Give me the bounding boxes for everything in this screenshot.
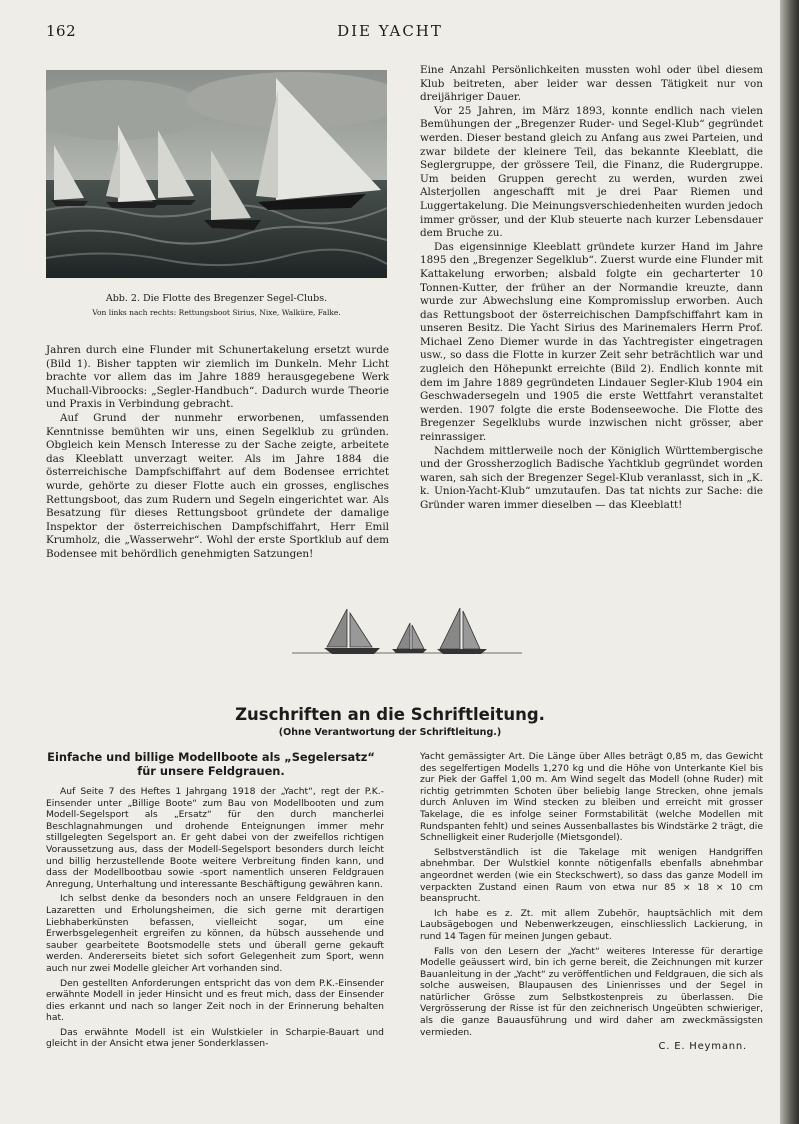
figure-subcaption: Von links nach rechts: Rettungsboot Sirius, Nixe, Walküre, Falke. <box>92 308 341 317</box>
figure-caption: Abb. 2. Die Flotte des Bregenzer Segel-Clubs. <box>105 293 328 304</box>
article-title <box>46 750 376 778</box>
article-title-line: für unsere Feldgrauen. <box>137 764 285 778</box>
paragraph: Ich selbst denke da besonders noch an unsere Feldgrauen in den Lazaretten und Erholungsheimen, die sich gerne mit derartigen Liebhaberkünsten befassen, vielleicht sogar, um eine Erwerbsgelegenheit ergreifen zu können, da hübsch aussehende und sauber gearbeitete Bootsmodelle stets und überall gerne gekauft werden. Andererseits bietet sich sofort Gelegenheit zum Sport, wenn auch nur zwei Modelle gleicher Art vorhanden sind. <box>46 893 384 974</box>
article-title-line: Einfache und billige Modellboote als „Segelersatz“ <box>47 750 375 764</box>
paragraph: Ich habe es z. Zt. mit allem Zubehör, hauptsächlich mit dem Laubsägebogen und Nebenwerkzeugen, einschliesslich Lackierung, in rund 14 Tagen für meinen Jungen gebaut. <box>420 907 763 942</box>
sailboats-vignette <box>292 603 522 658</box>
page-number: 162 <box>46 22 77 40</box>
sailboats-drawing <box>292 603 522 658</box>
article-right-column <box>420 751 763 1053</box>
paragraph: Selbstverständlich ist die Takelage mit wenigen Handgriffen abnehmbar. Der Wulstkiel konnte nötigenfalls ebenfalls abnehmbar angeordnet werden (wie ein Steckschwert), so dass das ganze Modell im verpackten Zustand einen Raum von etwa nur 85 × 18 × 10 cm beansprucht. <box>420 846 763 905</box>
paragraph: Das eigensinnige Kleeblatt gründete kurzer Hand im Jahre 1895 den „Bregenzer Segelklub“. Zuerst wurde eine Flunder mit Kattakelung erworben; alsbald folgte ein gecharterter 10 Tonnen-Kutter, der früher an der Normandie kreuzte, dann wurde zur Abwechslung eine Kompromisslup erworben. Auch das Rettungsboot der österreichischen Dampfschiffahrt kam in unseren Besitz. Die Yacht Sirius des Marinemalers Herrn Prof. Michael Zeno Diemer wurde in das Yachtregister eingetragen usw., so dass die Flotte in kurzer Zeit sehr beträchtlich war und zugleich den Höhepunkt erreichte (Bild 2). Endlich konnte mit dem im Jahre 1889 gegründeten Lindauer Segler-Klub 1904 ein Geschwadersegeln und 1905 die erste Wettfahrt veranstaltet werden. 1907 folgte die erste Bodenseewoche. Die Flotte des Bregenzer Segelklubs wurde inzwischen nicht grösser, aber reinrassiger. <box>420 240 763 444</box>
book-spine-shadow <box>780 0 799 1124</box>
article-left-column <box>46 786 384 1053</box>
right-column-text <box>420 64 763 513</box>
paragraph: Vor 25 Jahren, im März 1893, konnte endlich nach vielen Bemühungen der „Bregenzer Ruder- und Segel-Klub“ gegründet werden. Dieser bestand gleich zu Anfang aus zwei Parteien, und zwar bildete der kleinere Teil, das bekannte Kleeblatt, die Seglergruppe, der grössere Teil, die Finanz, die Rudergruppe. Um beiden Gruppen gerecht zu werden, wurden zwei Alsterjollen angeschafft mit je drei Paar Riemen und Luggertakelung. Die Meinungsverschiedenheiten wurden jedoch immer grösser, und der Klub steuerte nach kurzer Lebensdauer dem Bruche zu. <box>420 104 763 240</box>
paragraph: Den gestellten Anforderungen entspricht das von dem P.K.-Einsender erwähnte Modell in jeder Hinsicht und es freut mich, dass der Einsender dies erkannt und nach so langer Zeit noch in der Erinnerung behalten hat. <box>46 977 384 1024</box>
paragraph: Auf Seite 7 des Heftes 1 Jahrgang 1918 der „Yacht“, regt der P.K.-Einsender unter „Billige Boote“ zum Bau von Modellbooten und zum Modell-Segelsport als „Ersatz“ für den durch mancherlei Beschlagnahmungen und drohende Enteignungen immer mehr stillgelegten Segelsport an. Er geht dabei von der zweifellos richtigen Voraussetzung aus, dass der Modell-Segelsport besonders durch leicht und billig herzustellende Boote weitere Verbreitung finden kann, und dass der Modellbootbau sowie -sport namentlich unseren Feldgrauen Anregung, Unterhaltung und interessante Beschäftigung gewähren kann. <box>46 786 384 890</box>
sailing-fleet-photo <box>46 70 387 278</box>
section-subtitle: (Ohne Verantwortung der Schriftleitung.) <box>278 727 502 738</box>
paragraph: Jahren durch eine Flunder mit Schunertakelung ersetzt wurde (Bild 1). Bisher tappten wir ziemlich im Dunkeln. Mehr Licht brachte vor allem das im Jahre 1889 herausgegebene Werk Muchall-Vibroocks: „Segler-Handbuch“. Dadurch wurde Theorie und Praxis in Verbindung gebracht. <box>46 344 389 411</box>
paragraph: Eine Anzahl Persönlichkeiten mussten wohl oder übel diesem Klub beitreten, aber leider war dessen Tätigkeit nur von dreijähriger Dauer. <box>420 64 763 104</box>
journal-title: DIE YACHT <box>337 22 443 40</box>
paragraph: Auf Grund der nunmehr erworbenen, umfassenden Kenntnisse bemühten wir uns, einen Segelklub zu gründen. Obgleich kein Mensch Interesse zu der Sache zeigte, arbeitete das Kleeblatt unverzagt weiter. Als im Jahre 1884 die österreichische Dampfschiffahrt auf dem Bodensee errichtet wurde, gehörte zu dieser Flotte auch ein grosses, englisches Rettungsboot, das zum Rudern und Segeln eingerichtet war. Als Besatzung für dieses Rettungsboot gründete der damalige Inspektor der österreichischen Dampfschiffahrt, Herr Emil Krumholz, die „Wasserwehr“. Wohl der erste Sportklub auf dem Bodensee mit behördlich genehmigten Satzungen! <box>46 411 389 560</box>
section-title: Zuschriften an die Schriftleitung. <box>235 705 545 724</box>
paragraph: Falls von den Lesern der „Yacht“ weiteres Interesse für derartige Modelle geäussert wird, bin ich gerne bereit, die Zeichnungen mit kurzer Bauanleitung in der „Yacht“ zu veröffentlichen und Feldgrauen, die sich als solche ausweisen, Blaupausen des Linienrisses und der Segel in natürlicher Grösse zum Selbstkostenpreis zu überlassen. Die Vergrösserung der Risse ist für den zeichnerisch Ungeübten schwieriger, als die ganze Bauausführung und wird daher am zweckmässigsten vermieden. <box>420 945 763 1038</box>
paragraph: Yacht gemässigter Art. Die Länge über Alles beträgt 0,85 m, das Gewicht des segelfertigen Modells 1,270 kg und die Höhe von Unterkante Kiel bis zur Piek der Gaffel 1,00 m. Am Wind segelt das Modell (ohne Ruder) mit richtig getrimmten Schoten über beliebig lange Strecken, ohne jemals durch Anluven im Wind stecken zu bleiben und erreicht mit grosser Takelage, die es infolge seiner Formstabilität (welche Modellen mit Rundspanten fehlt) und seines Aussenballastes bis Windstärke 2 trägt, die Schnelligkeit einer Ruderjolle (Mietsgondel). <box>420 751 763 844</box>
paragraph: Das erwähnte Modell ist ein Wulstkieler in Scharpie-Bauart und gleicht in der Ansicht etwa jener Sonderklassen- <box>46 1026 384 1050</box>
author-signature: C. E. Heymann. <box>658 1041 747 1053</box>
paragraph: Nachdem mittlerweile noch der Königlich Württembergische und der Grossherzoglich Badische Yachtklub gegründet worden waren, sah sich der Bregenzer Segel-Klub veranlasst, sich in „K. k. Union-Yacht-Klub“ umzutaufen. Das tat nichts zur Sache: die Gründer waren immer dieselben — das Kleeblatt! <box>420 444 763 511</box>
sailing-fleet-illustration <box>46 70 387 278</box>
left-column-text <box>46 344 389 562</box>
